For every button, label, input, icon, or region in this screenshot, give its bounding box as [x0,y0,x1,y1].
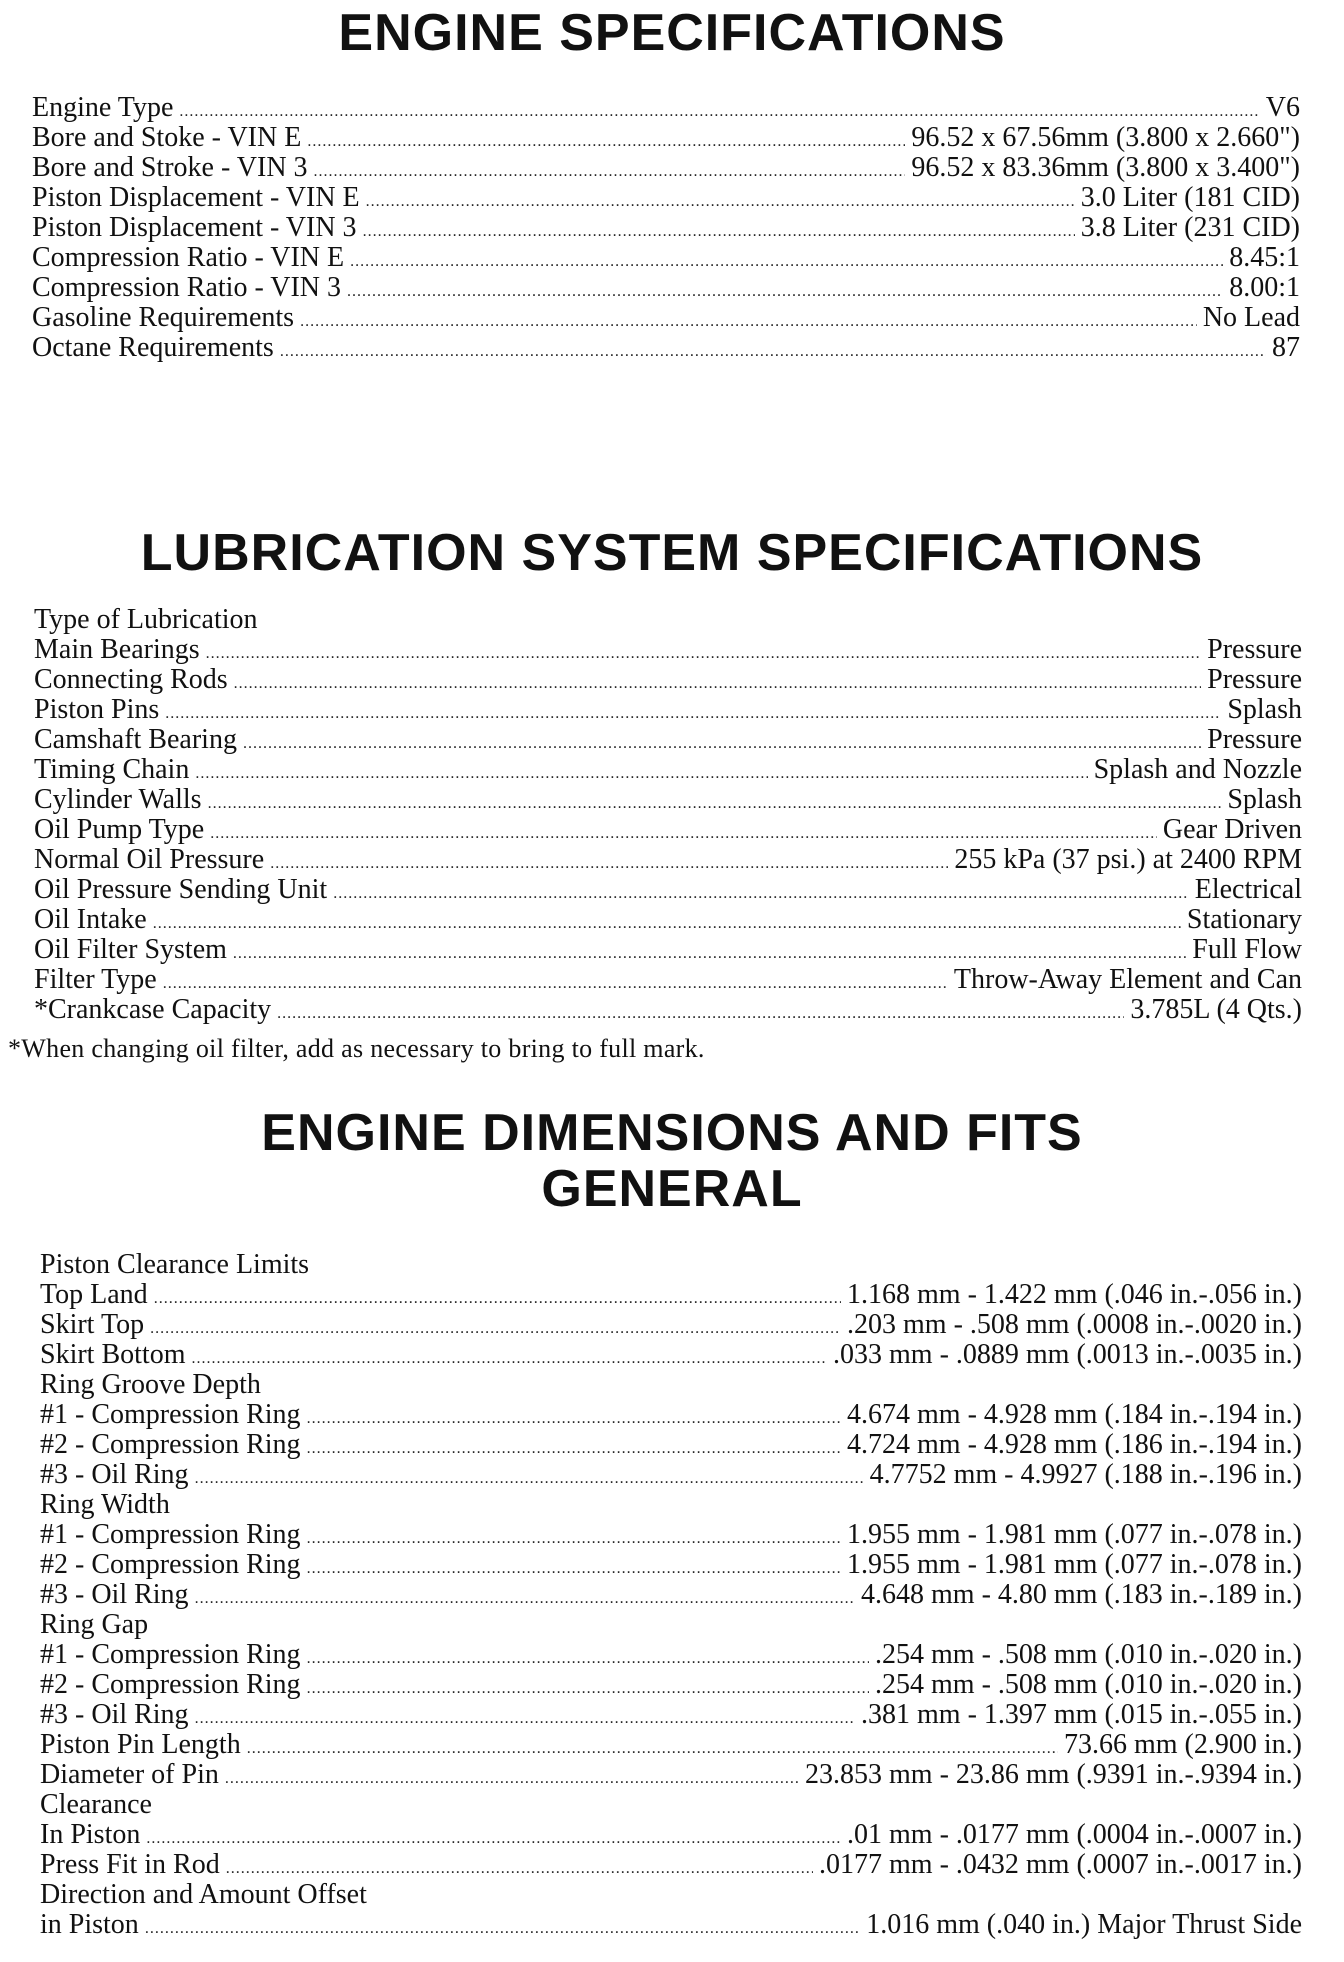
spec-label: Main Bearings [34,634,200,665]
dimension-spec-row [40,1790,1302,1820]
spec-label: Diameter of Pin [40,1759,219,1790]
dot-leader [300,307,1197,337]
spec-value: .0177 mm - .0432 mm (.0007 in.-.0017 in.) [819,1849,1302,1880]
lubrication-spec-row [34,815,1302,845]
dot-leader [191,1344,827,1374]
dot-leader [333,879,1189,909]
spec-label: #3 - Oil Ring [40,1459,189,1490]
dot-leader [243,729,1201,759]
spec-label: Engine Type [32,92,174,123]
spec-value: 87 [1272,332,1300,363]
dot-leader [195,759,1087,789]
spec-label: Oil Pressure Sending Unit [34,874,328,905]
dimension-spec-row [40,1280,1302,1310]
dimension-spec-row [40,1550,1302,1580]
spec-value: .381 mm - 1.397 mm (.015 in.-.055 in.) [861,1699,1302,1730]
spec-value: Pressure [1207,634,1302,665]
spec-value: 4.674 mm - 4.928 mm (.184 in.-.194 in.) [847,1399,1302,1430]
dimension-spec-row [40,1880,1302,1910]
lubrication-spec-row [34,905,1302,935]
dot-leader [163,969,948,999]
spec-value: .033 mm - .0889 mm (.0013 in.-.0035 in.) [833,1339,1302,1370]
spec-value: 8.00:1 [1229,272,1300,303]
lubrication-spec-row [34,965,1302,995]
spec-label: Skirt Bottom [40,1339,186,1370]
engine-dimensions-list [40,1250,1302,1940]
spec-label: Press Fit in Rod [40,1849,220,1880]
spec-label: Piston Pin Length [40,1729,241,1760]
engine-spec-row [32,93,1300,123]
spec-label: #3 - Oil Ring [40,1579,189,1610]
spec-label: Octane Requirements [32,332,274,363]
spec-label: Ring Groove Depth [40,1369,261,1400]
spec-label: Oil Filter System [34,934,227,965]
lubrication-footnote: *When changing oil filter, add as necessary to bring to full mark. [8,1034,705,1063]
spec-label: Top Land [40,1279,148,1310]
spec-value: No Lead [1202,302,1300,333]
engine-dimensions-section [0,1104,1344,1218]
lubrication-spec-row [34,665,1302,695]
spec-value: Pressure [1207,724,1302,755]
dot-leader [314,157,906,187]
spec-value: 1.168 mm - 1.422 mm (.046 in.-.056 in.) [847,1279,1302,1310]
dot-leader [366,187,1075,217]
dot-leader [277,999,1124,1029]
spec-value: 3.0 Liter (181 CID) [1080,182,1300,213]
dot-leader [146,1824,841,1854]
dot-leader [307,1674,869,1704]
lubrication-section [0,524,1344,582]
spec-label: Filter Type [34,964,157,995]
spec-label: Normal Oil Pressure [34,844,265,875]
spec-label: Oil Pump Type [34,814,205,845]
dot-leader [307,1434,841,1464]
dimension-spec-row [40,1340,1302,1370]
dot-leader [195,1464,864,1494]
engine-spec-row [32,183,1300,213]
dot-leader [165,699,1221,729]
dot-leader [347,277,1223,307]
spec-value: .254 mm - .508 mm (.010 in.-.020 in.) [875,1669,1302,1700]
dimension-spec-row [40,1310,1302,1340]
dot-leader [153,909,1181,939]
lubrication-spec-row [34,725,1302,755]
spec-label: Ring Width [40,1489,170,1520]
spec-value: 3.785L (4 Qts.) [1130,994,1302,1025]
engine-spec-row [32,303,1300,333]
spec-value: 1.955 mm - 1.981 mm (.077 in.-.078 in.) [847,1519,1302,1550]
dimension-spec-row [40,1820,1302,1850]
spec-value: Stationary [1186,904,1302,935]
spec-value: .203 mm - .508 mm (.0008 in.-.0020 in.) [847,1309,1302,1340]
engine-spec-row [32,123,1300,153]
engine-spec-row [32,213,1300,243]
spec-value: .01 mm - .0177 mm (.0004 in.-.0007 in.) [847,1819,1302,1850]
spec-value: Throw-Away Element and Can [953,964,1302,995]
dot-leader [195,1584,855,1614]
dimension-spec-row [40,1370,1302,1400]
spec-label: #1 - Compression Ring [40,1519,301,1550]
dimension-spec-row [40,1460,1302,1490]
spec-label: Compression Ratio - VIN 3 [32,272,342,303]
dimension-spec-row [40,1580,1302,1610]
engine-specifications-title: ENGINE SPECIFICATIONS [338,4,1006,62]
dot-leader [208,789,1222,819]
dot-leader [363,217,1075,247]
lubrication-list [34,605,1302,1025]
spec-label: Skirt Top [40,1309,145,1340]
dot-leader [307,1554,841,1584]
spec-label: In Piston [40,1819,141,1850]
dot-leader [225,1764,799,1794]
spec-value: 4.7752 mm - 4.9927 (.188 in.-.196 in.) [869,1459,1302,1490]
spec-value: .254 mm - .508 mm (.010 in.-.020 in.) [875,1639,1302,1670]
spec-label: Bore and Stoke - VIN E [32,122,302,153]
dimension-spec-row [40,1640,1302,1670]
spec-value: 96.52 x 67.56mm (3.800 x 2.660") [911,122,1300,153]
dimension-spec-row [40,1610,1302,1640]
spec-label: #1 - Compression Ring [40,1639,301,1670]
spec-label: Type of Lubrication [34,604,258,635]
spec-value: 3.8 Liter (231 CID) [1080,212,1300,243]
spec-label: Connecting Rods [34,664,228,695]
dimension-spec-row [40,1730,1302,1760]
dot-leader [270,849,948,879]
spec-label: #2 - Compression Ring [40,1669,301,1700]
spec-value: 1.016 mm (.040 in.) Major Thrust Side [866,1909,1302,1940]
dot-leader [145,1914,860,1944]
spec-label: Timing Chain [34,754,190,785]
spec-label: Direction and Amount Offset [40,1879,367,1910]
spec-value: Splash [1227,784,1302,815]
dot-leader [307,127,905,157]
lubrication-spec-row [34,605,1302,635]
spec-label: Piston Clearance Limits [40,1249,310,1280]
dimension-spec-row [40,1520,1302,1550]
engine-specifications-list [32,93,1300,363]
lubrication-title: LUBRICATION SYSTEM SPECIFICATIONS [140,524,1204,582]
engine-dimensions-title: ENGINE DIMENSIONS AND FITS [261,1104,1083,1162]
spec-value: 255 kPa (37 psi.) at 2400 RPM [954,844,1302,875]
dot-leader [195,1704,855,1734]
spec-value: Gear Driven [1162,814,1302,845]
lubrication-spec-row [34,845,1302,875]
spec-value: 8.45:1 [1229,242,1300,273]
spec-label: Gasoline Requirements [32,302,295,333]
dot-leader [307,1524,841,1554]
spec-label: Oil Intake [34,904,147,935]
spec-label: *Crankcase Capacity [34,994,272,1025]
spec-label: Piston Displacement - VIN E [32,182,360,213]
spec-value: 1.955 mm - 1.981 mm (.077 in.-.078 in.) [847,1549,1302,1580]
dot-leader [307,1404,841,1434]
spec-label: Clearance [40,1789,152,1820]
spec-label: Compression Ratio - VIN E [32,242,345,273]
lubrication-spec-row [34,695,1302,725]
lubrication-spec-row [34,635,1302,665]
lubrication-spec-row [34,875,1302,905]
dimension-spec-row [40,1400,1302,1430]
spec-label: Cylinder Walls [34,784,202,815]
engine-spec-row [32,243,1300,273]
spec-value: Splash and Nozzle [1093,754,1302,785]
spec-label: #1 - Compression Ring [40,1399,301,1430]
dot-leader [206,639,1201,669]
spec-label: Ring Gap [40,1609,149,1640]
spec-value: Splash [1227,694,1302,725]
lubrication-spec-row [34,935,1302,965]
spec-label: Bore and Stroke - VIN 3 [32,152,308,183]
dot-leader [150,1314,841,1344]
engine-specifications-section [0,4,1344,62]
dimension-spec-row [40,1910,1302,1940]
engine-spec-row [32,273,1300,303]
dot-leader [154,1284,841,1314]
engine-spec-row [32,333,1300,363]
spec-value: 23.853 mm - 23.86 mm (.9391 in.-.9394 in.) [805,1759,1302,1790]
spec-label: #3 - Oil Ring [40,1699,189,1730]
spec-value: Full Flow [1192,934,1302,965]
dimension-spec-row [40,1430,1302,1460]
spec-label: in Piston [40,1909,139,1940]
dot-leader [350,247,1223,277]
dot-leader [307,1644,869,1674]
spec-value: 96.52 x 83.36mm (3.800 x 3.400") [911,152,1300,183]
lubrication-spec-row [34,755,1302,785]
spec-label: #2 - Compression Ring [40,1429,301,1460]
spec-label: #2 - Compression Ring [40,1549,301,1580]
lubrication-spec-row [34,995,1302,1025]
spec-value: V6 [1265,92,1300,123]
spec-value: Pressure [1207,664,1302,695]
spec-label: Piston Displacement - VIN 3 [32,212,357,243]
spec-value: 4.648 mm - 4.80 mm (.183 in.-.189 in.) [861,1579,1302,1610]
spec-label: Camshaft Bearing [34,724,237,755]
dimension-spec-row [40,1670,1302,1700]
dimension-spec-row [40,1700,1302,1730]
spec-value: Electrical [1194,874,1302,905]
lubrication-spec-row [34,785,1302,815]
engine-dimensions-subtitle: GENERAL [541,1160,803,1218]
dot-leader [280,337,1266,367]
engine-spec-row [32,153,1300,183]
spec-value: 4.724 mm - 4.928 mm (.186 in.-.194 in.) [847,1429,1302,1460]
dimension-spec-row [40,1250,1302,1280]
spec-label: Piston Pins [34,694,160,725]
dot-leader [234,669,1201,699]
dimension-spec-row [40,1760,1302,1790]
spec-value: 73.66 mm (2.900 in.) [1064,1729,1302,1760]
dimension-spec-row [40,1490,1302,1520]
dimension-spec-row [40,1850,1302,1880]
